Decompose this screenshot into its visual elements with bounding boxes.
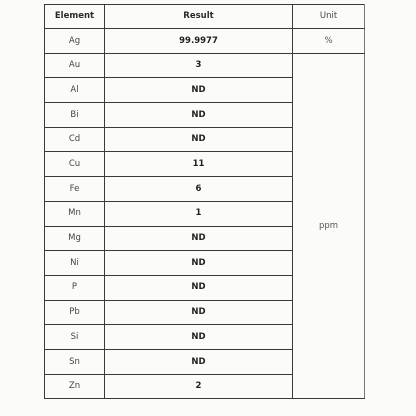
- element-cell: Cd: [45, 127, 105, 152]
- result-cell: ND: [105, 127, 293, 152]
- element-column-header: Element: [45, 5, 105, 29]
- result-cell: 11: [105, 152, 293, 177]
- element-cell: Pb: [45, 300, 105, 325]
- element-cell: Ni: [45, 251, 105, 276]
- element-cell: Sn: [45, 349, 105, 374]
- result-cell: 6: [105, 177, 293, 202]
- result-cell: ND: [105, 251, 293, 276]
- result-cell: 2: [105, 374, 293, 399]
- unit-cell-ppm: ppm: [293, 53, 365, 399]
- result-cell: 1: [105, 201, 293, 226]
- result-cell: ND: [105, 78, 293, 103]
- assay-results-table: [44, 4, 365, 399]
- result-cell: ND: [105, 325, 293, 350]
- result-column-header: Result: [105, 5, 293, 29]
- element-cell: Mn: [45, 201, 105, 226]
- element-cell: Zn: [45, 374, 105, 399]
- table-header: [45, 5, 365, 29]
- table-body: [45, 29, 365, 399]
- result-cell: ND: [105, 275, 293, 300]
- element-cell: Fe: [45, 177, 105, 202]
- result-cell: 99.9977: [105, 29, 293, 54]
- element-cell: Au: [45, 53, 105, 78]
- element-cell: P: [45, 275, 105, 300]
- result-cell: ND: [105, 300, 293, 325]
- result-cell: ND: [105, 103, 293, 128]
- element-cell: Si: [45, 325, 105, 350]
- element-cell: Mg: [45, 226, 105, 251]
- element-cell: Cu: [45, 152, 105, 177]
- header-row: [45, 5, 365, 29]
- unit-cell-percent: %: [293, 29, 365, 54]
- table-row: [45, 29, 365, 54]
- unit-column-header: Unit: [293, 5, 365, 29]
- element-cell: Al: [45, 78, 105, 103]
- element-cell: Ag: [45, 29, 105, 54]
- result-cell: ND: [105, 226, 293, 251]
- result-cell: 3: [105, 53, 293, 78]
- result-cell: ND: [105, 349, 293, 374]
- element-cell: Bi: [45, 103, 105, 128]
- table-row: [45, 53, 365, 78]
